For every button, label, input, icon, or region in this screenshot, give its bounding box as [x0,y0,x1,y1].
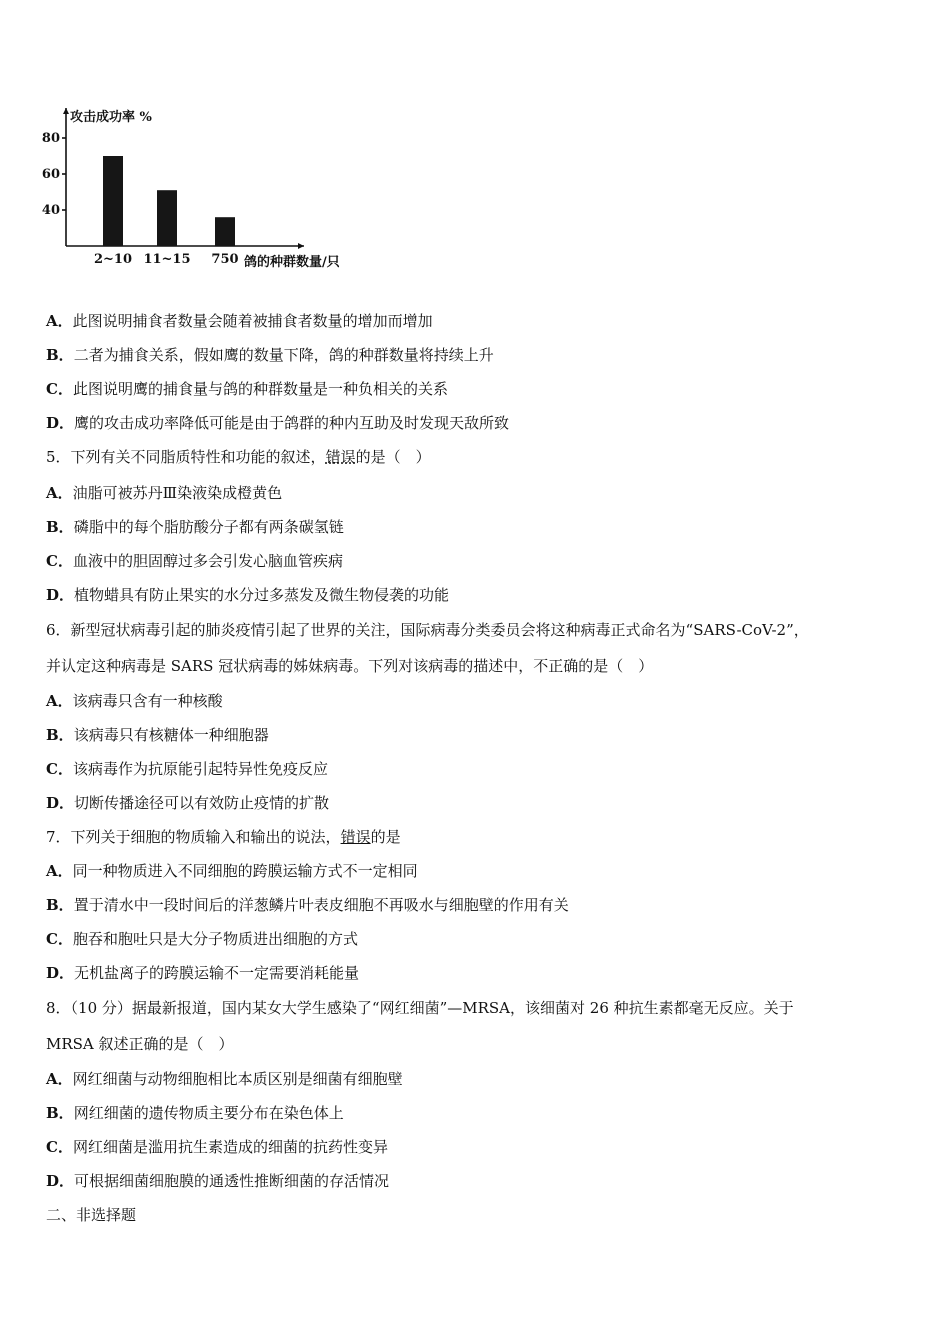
option-label: D． [46,964,75,982]
option-a-line [46,483,282,503]
bar-750 [215,217,235,246]
option-text: 血液中的胆固醇过多会引发心脑血管疾病 [72,552,343,570]
question-5 [46,447,431,467]
y-axis-label: 攻击成功率 % [70,110,152,125]
option-label: A． [46,862,73,880]
option-label: B． [46,1104,74,1122]
option-b-line [46,895,569,915]
x-axis-arrow [298,243,304,249]
option-d-line [46,1171,389,1191]
question-text-tail: 的是（ ） [355,448,431,466]
y-axis-arrow [63,108,69,114]
x-axis-label: 鸽的种群数量/只 [244,255,340,270]
option-a-line [46,691,223,711]
option-text: 该病毒只含有一种核酸 [72,692,223,710]
option-d-line [46,793,329,813]
question-text: 新型冠状病毒引起的肺炎疫情引起了世界的关注，国际病毒分类委员会将这种病毒正式命名为“SARS-CoV-2”， [70,621,809,639]
option-d-line [46,585,449,605]
chart-svg [36,100,376,275]
x-tick-label: 750 [211,252,239,267]
option-d-line [46,963,359,983]
option-a-line [46,311,433,331]
option-text: 网红细菌与动物细胞相比本质区别是细菌有细胞壁 [72,1070,403,1088]
option-text: 切断传播途径可以有效防止疫情的扩散 [74,794,330,812]
question-number: 5． [46,448,71,466]
option-text: 油脂可被苏丹Ⅲ染液染成橙黄色 [72,484,283,502]
question-text-tail: 的是 [370,828,401,846]
option-c-line [46,1137,388,1157]
option-label: A． [46,1070,73,1088]
section-heading [46,1205,136,1225]
question-8-continued [46,1034,234,1054]
question-number: 7． [46,828,71,846]
section-title: 二、非选择题 [46,1206,137,1224]
attack-success-bar-chart [36,100,376,275]
option-b-line [46,517,344,537]
option-label: C． [46,552,73,570]
option-b-line [46,725,269,745]
option-text: 鹰的攻击成功率降低可能是由于鸽群的种内互助及时发现天敌所致 [74,414,510,432]
option-text: 胞吞和胞吐只是大分子物质进出细胞的方式 [72,930,358,948]
option-text: 植物蜡具有防止果实的水分过多蒸发及微生物侵袭的功能 [74,586,450,604]
y-tick-label: 60 [41,167,60,182]
option-label: C． [46,760,73,778]
option-text: 此图说明捕食者数量会随着被捕食者数量的增加而增加 [72,312,433,330]
bar-2~10 [103,156,123,246]
option-b-line [46,1103,344,1123]
option-a-line [46,1069,403,1089]
question-6-continued [46,656,653,676]
emphasis-mark: 错误 [340,828,371,846]
option-label: D． [46,414,75,432]
option-text: 二者为捕食关系，假如鹰的数量下降，鸽的种群数量将持续上升 [73,346,494,364]
bar-11~15 [157,190,177,246]
question-number: 8． [46,999,71,1017]
question-text: （10 分）据最新报道，国内某女大学生感染了“网红细菌”—MRSA，该细菌对 26 种抗生素都毫无反应。关于 [70,999,794,1017]
question-text: 并认定这种病毒是 SARS 冠状病毒的姊妹病毒。下列对该病毒的描述中，不正确的是（ ） [46,657,654,675]
question-7 [46,827,401,847]
option-d-line [46,413,509,433]
option-text: 网红细菌的遗传物质主要分布在染色体上 [73,1104,344,1122]
option-a-line [46,861,418,881]
option-label: B． [46,726,74,744]
option-text: 可根据细菌细胞膜的通透性推断细菌的存活情况 [74,1172,390,1190]
question-6 [46,620,809,640]
option-text: 该病毒作为抗原能引起特异性免疫反应 [72,760,328,778]
option-label: D． [46,794,75,812]
emphasis-mark: 错误 [325,448,356,466]
y-tick-label: 40 [41,203,60,218]
option-label: C． [46,1138,73,1156]
question-text: MRSA 叙述正确的是（ ） [46,1035,234,1053]
option-text: 磷脂中的每个脂肪酸分子都有两条碳氢链 [73,518,344,536]
option-text: 置于清水中一段时间后的洋葱鳞片叶表皮细胞不再吸水与细胞壁的作用有关 [73,896,569,914]
option-text: 该病毒只有核糖体一种细胞器 [73,726,269,744]
option-label: B． [46,346,74,364]
option-label: C． [46,380,73,398]
x-tick-label: 2~10 [93,252,133,267]
question-number: 6． [46,621,71,639]
option-label: B． [46,518,74,536]
y-tick-label: 80 [41,131,60,146]
option-text: 网红细菌是滥用抗生素造成的细菌的抗药性变异 [72,1138,388,1156]
option-label: A． [46,312,73,330]
option-label: B． [46,896,74,914]
option-text: 无机盐离子的跨膜运输不一定需要消耗能量 [74,964,360,982]
option-text: 此图说明鹰的捕食量与鸽的种群数量是一种负相关的关系 [72,380,448,398]
question-8 [46,998,794,1018]
option-label: C． [46,930,73,948]
option-label: A． [46,692,73,710]
option-c-line [46,929,358,949]
option-label: A． [46,484,73,502]
x-tick-label: 11~15 [143,252,191,267]
option-label: D． [46,586,75,604]
option-b-line [46,345,494,365]
option-c-line [46,379,448,399]
option-c-line [46,759,328,779]
option-c-line [46,551,343,571]
option-text: 同一种物质进入不同细胞的跨膜运输方式不一定相同 [72,862,418,880]
question-text: 下列关于细胞的物质输入和输出的说法， [70,828,341,846]
option-label: D． [46,1172,75,1190]
question-text: 下列有关不同脂质特性和功能的叙述， [70,448,326,466]
